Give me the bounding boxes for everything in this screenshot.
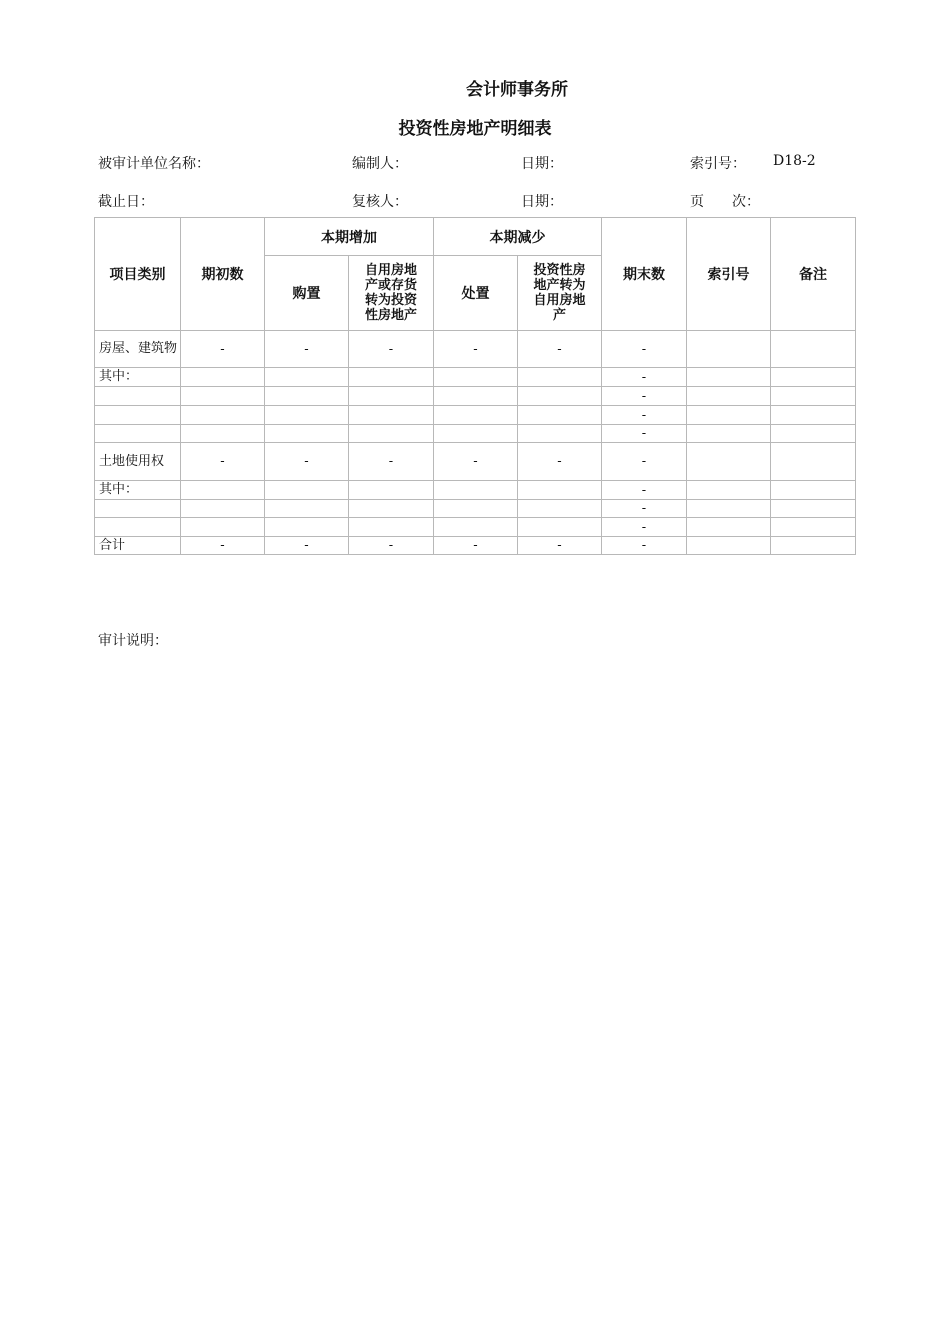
cell-c2 [265, 425, 349, 443]
header-disposal: 处置 [434, 256, 518, 331]
cell-c5 [518, 425, 602, 443]
table-row [95, 500, 856, 518]
cell-index [687, 481, 771, 500]
cell-c3 [349, 406, 434, 425]
cell-c3 [349, 368, 434, 387]
cell-index [687, 387, 771, 406]
cell-c3 [349, 481, 434, 500]
cell-index [687, 537, 771, 555]
cell-c1: - [181, 443, 265, 481]
cell-remarks [771, 331, 856, 368]
header-opening: 期初数 [181, 218, 265, 331]
cell-index [687, 443, 771, 481]
cell-c5: - [518, 331, 602, 368]
cell-remarks [771, 387, 856, 406]
cutoff-label: 截止日： [98, 194, 154, 210]
cell-c3: - [349, 537, 434, 555]
cell-remarks [771, 481, 856, 500]
cell-c2: - [265, 331, 349, 368]
table-row [95, 406, 856, 425]
header-investment-to-self-use: 投资性房地产转为自用房地产 [518, 256, 602, 331]
cell-c5 [518, 387, 602, 406]
row-label: 合计 [95, 537, 181, 555]
row-label [95, 518, 181, 537]
cell-remarks [771, 500, 856, 518]
table-row [95, 425, 856, 443]
table-row [95, 443, 856, 481]
cell-c6: - [602, 481, 687, 500]
cell-c2: - [265, 443, 349, 481]
cell-c4 [434, 406, 518, 425]
cell-remarks [771, 425, 856, 443]
table-row [95, 368, 856, 387]
cell-c3 [349, 387, 434, 406]
table-row [95, 518, 856, 537]
cell-c1 [181, 368, 265, 387]
cell-c4: - [434, 331, 518, 368]
cell-index [687, 500, 771, 518]
date-label-1: 日期： [521, 156, 563, 172]
cell-c4 [434, 481, 518, 500]
cell-c6: - [602, 406, 687, 425]
header-purchase: 购置 [265, 256, 349, 331]
preparer-label: 编制人： [352, 156, 408, 172]
cell-c2 [265, 368, 349, 387]
cell-c4 [434, 518, 518, 537]
cell-c1 [181, 425, 265, 443]
cell-remarks [771, 537, 856, 555]
index-value: D18-2 [773, 153, 816, 169]
cell-c2: - [265, 537, 349, 555]
date-label-2: 日期： [521, 194, 563, 210]
reviewer-label: 复核人： [352, 194, 408, 210]
header-closing: 期末数 [602, 218, 687, 331]
cell-c6: - [602, 443, 687, 481]
cell-c6: - [602, 518, 687, 537]
cell-c2 [265, 500, 349, 518]
header-category: 项目类别 [95, 218, 181, 331]
header-decrease: 本期减少 [434, 218, 602, 256]
cell-index [687, 518, 771, 537]
cell-c5 [518, 518, 602, 537]
cell-c4 [434, 500, 518, 518]
header-self-use-to-investment: 自用房地产或存货转为投资性房地产 [349, 256, 434, 331]
cell-c4 [434, 425, 518, 443]
cell-c2 [265, 406, 349, 425]
cell-c5: - [518, 443, 602, 481]
cell-c1 [181, 387, 265, 406]
cell-c6: - [602, 425, 687, 443]
cell-c6: - [602, 331, 687, 368]
cell-c5 [518, 368, 602, 387]
cell-c3 [349, 500, 434, 518]
cell-c1 [181, 500, 265, 518]
cell-c4: - [434, 443, 518, 481]
firm-name: 会计师事务所 [466, 80, 568, 100]
row-label: 房屋、建筑物 [95, 331, 181, 368]
header-increase: 本期增加 [265, 218, 434, 256]
cell-c4 [434, 387, 518, 406]
page-label: 页 次： [690, 194, 760, 210]
cell-c6: - [602, 387, 687, 406]
row-label: 其中： [95, 368, 181, 387]
row-label [95, 500, 181, 518]
row-label: 其中： [95, 481, 181, 500]
cell-c5 [518, 481, 602, 500]
cell-remarks [771, 368, 856, 387]
cell-c3 [349, 518, 434, 537]
cell-c1: - [181, 331, 265, 368]
cell-remarks [771, 518, 856, 537]
cell-c4 [434, 368, 518, 387]
audit-note-label: 审计说明： [98, 633, 168, 649]
cell-c2 [265, 518, 349, 537]
cell-c6: - [602, 537, 687, 555]
cell-c3: - [349, 443, 434, 481]
investment-property-table [94, 217, 856, 555]
cell-c2 [265, 387, 349, 406]
cell-c6: - [602, 500, 687, 518]
table-row [95, 387, 856, 406]
cell-c3: - [349, 331, 434, 368]
cell-c1 [181, 406, 265, 425]
audited-unit-label: 被审计单位名称： [98, 156, 210, 172]
cell-remarks [771, 443, 856, 481]
cell-index [687, 331, 771, 368]
cell-c1: - [181, 537, 265, 555]
report-title: 投资性房地产明细表 [398, 119, 552, 139]
table-row [95, 481, 856, 500]
row-label [95, 406, 181, 425]
cell-index [687, 406, 771, 425]
cell-c3 [349, 425, 434, 443]
cell-c1 [181, 518, 265, 537]
row-label: 土地使用权 [95, 443, 181, 481]
row-label [95, 387, 181, 406]
row-label [95, 425, 181, 443]
cell-index [687, 368, 771, 387]
cell-c5 [518, 406, 602, 425]
table-row [95, 331, 856, 368]
cell-remarks [771, 406, 856, 425]
table-row [95, 537, 856, 555]
header-remarks: 备注 [771, 218, 856, 331]
cell-c5 [518, 500, 602, 518]
cell-index [687, 425, 771, 443]
cell-c6: - [602, 368, 687, 387]
cell-c5: - [518, 537, 602, 555]
header-index-no: 索引号 [687, 218, 771, 331]
cell-c2 [265, 481, 349, 500]
index-label: 索引号： [690, 156, 746, 172]
cell-c1 [181, 481, 265, 500]
cell-c4: - [434, 537, 518, 555]
